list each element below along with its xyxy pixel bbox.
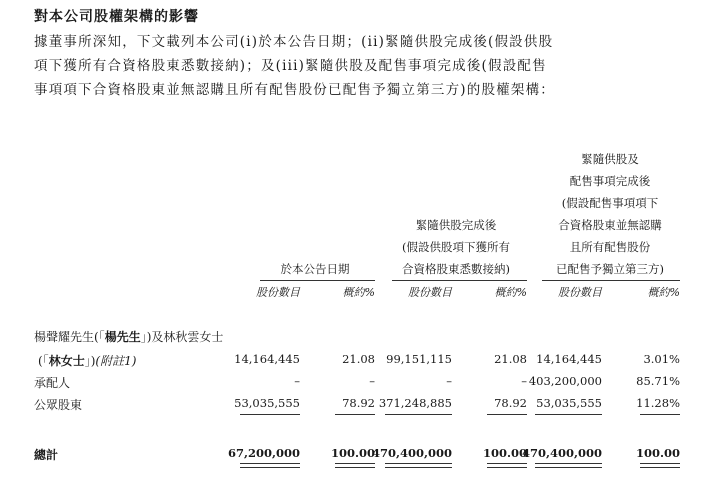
total-cell: 100.00	[635, 446, 680, 460]
subtotal-rule	[240, 414, 300, 415]
footnote-ref: (附註1)	[95, 354, 137, 368]
table-cell: 21.08	[342, 352, 375, 366]
header-line: 於本公告日期	[280, 262, 350, 276]
total-double-rule	[640, 463, 680, 468]
header-line: 合資格股東並無認購	[558, 218, 662, 232]
table-cell: 21.08	[494, 352, 527, 366]
table-cell: –	[446, 374, 452, 388]
header-line: 緊隨供股及	[581, 152, 639, 166]
header-line: 已配售予獨立第三方)	[556, 262, 664, 276]
total-cell: 470,400,000	[371, 446, 452, 460]
table-cell: 403,200,000	[528, 374, 602, 388]
subheader-shares: 股份數目	[256, 286, 300, 299]
total-cell: 470,400,000	[521, 446, 602, 460]
table-cell: 14,164,445	[234, 352, 300, 366]
section-title: 對本公司股權架構的影響	[34, 9, 199, 25]
group-header-after-rights-issue	[385, 214, 527, 280]
header-line: (假設供股項下獲所有	[402, 240, 510, 254]
subheader-shares: 股份數目	[558, 286, 602, 299]
subtotal-rule	[535, 414, 602, 415]
header-underline	[392, 280, 527, 281]
header-line: (假設配售事項項下	[561, 196, 659, 210]
group-header-after-placing	[535, 148, 685, 280]
header-underline	[260, 280, 375, 281]
total-cell: 100.00	[330, 446, 375, 460]
total-double-rule	[240, 463, 300, 468]
header-line: 緊隨供股完成後	[415, 218, 497, 232]
total-double-rule	[487, 463, 527, 468]
subtotal-rule	[335, 414, 375, 415]
paragraph-line: 據董事所深知，下文載列本公司(i)於本公告日期；(ii)緊隨供股完成後(假設供股	[34, 34, 554, 50]
header-line: 配售事項完成後	[569, 174, 651, 188]
defined-term: 楊先生	[104, 330, 141, 344]
table-cell: –	[294, 374, 300, 388]
row-label-total: 總計	[34, 448, 59, 462]
header-underline	[542, 280, 680, 281]
table-cell: 78.92	[494, 396, 527, 410]
table-cell: 99,151,115	[386, 352, 452, 366]
row-label-shareholder	[34, 328, 223, 345]
row-label-public: 公眾股東	[34, 398, 83, 412]
subtotal-rule	[385, 414, 452, 415]
subheader-shares: 股份數目	[408, 286, 452, 299]
paragraph-line: 事項項下合資格股東並無認購且所有配售股份已配售予獨立第三方)的股權架構：	[34, 82, 555, 98]
subheader-percent: 概約%	[494, 286, 527, 299]
table-cell: –	[521, 374, 527, 388]
label-text: 楊聲耀先生(「	[34, 330, 105, 344]
subheader-percent: 概約%	[342, 286, 375, 299]
table-cell: 14,164,445	[536, 352, 602, 366]
subtotal-rule	[640, 414, 680, 415]
label-text: 」)及林秋雲女士	[140, 330, 224, 344]
table-cell: 53,035,555	[536, 396, 602, 410]
table-cell: –	[369, 374, 375, 388]
header-line: 且所有配售股份	[569, 240, 651, 254]
header-line: 合資格股東悉數接納)	[402, 262, 510, 276]
table-cell: 85.71%	[636, 374, 680, 388]
row-label-placees: 承配人	[34, 376, 71, 390]
group-header-current	[255, 258, 375, 280]
subtotal-rule	[487, 414, 527, 415]
subheader-percent: 概約%	[647, 286, 680, 299]
total-double-rule	[335, 463, 375, 468]
table-cell: 3.01%	[643, 352, 680, 366]
total-double-rule	[385, 463, 452, 468]
total-cell: 100.00	[482, 446, 527, 460]
total-double-rule	[535, 463, 602, 468]
row-label-shareholder-cont	[38, 352, 136, 369]
label-text: 」)	[84, 354, 96, 368]
intro-paragraph	[34, 30, 684, 102]
total-cell: 67,200,000	[227, 446, 300, 460]
table-cell: 371,248,885	[378, 396, 452, 410]
table-cell: 11.28%	[636, 396, 680, 410]
table-cell: 78.92	[342, 396, 375, 410]
table-cell: 53,035,555	[234, 396, 300, 410]
paragraph-line: 項下獲所有合資格股東悉數接納)；及(iii)緊隨供股及配售事項完成後(假設配售	[34, 58, 547, 74]
defined-term: 林女士	[48, 354, 85, 368]
label-text: (「	[38, 354, 49, 368]
